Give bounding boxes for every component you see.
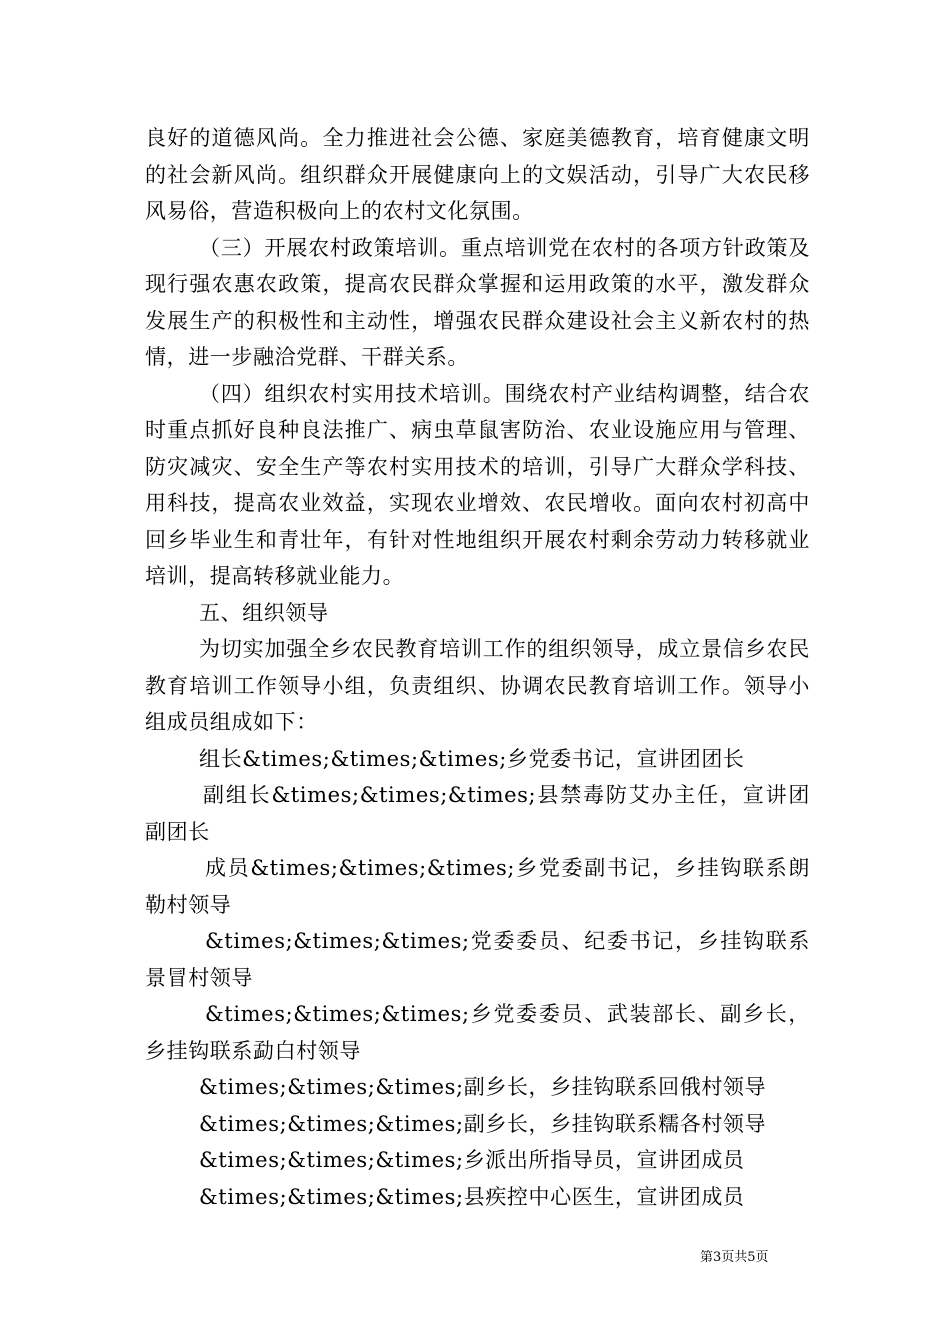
member-deputy-secretary: 成员&times;&times;&times;乡党委副书记，乡挂钩联系朗勒村领导 <box>145 856 810 917</box>
member-deputy-mayor-1: &times;&times;&times;副乡长，乡挂钩联系回俄村领导 <box>199 1075 767 1099</box>
member-deputy-mayor-2: &times;&times;&times;副乡长，乡挂钩联系糯各村领导 <box>199 1111 767 1136</box>
member-discipline-secretary: &times;&times;&times;党委委员、纪委书记，乡挂钩联系景冒村领导 <box>145 929 810 990</box>
paragraph-moral-customs: 良好的道德风尚。全力推进社会公德、家庭美德教育，培育健康文明的社会新风尚。组织群众开展健康向上的文娱活动，引导广大农民移风易俗，营造积极向上的农村文化氛围。 <box>145 126 810 223</box>
member-deputy-leader: 副组长&times;&times;&times;县禁毒防艾办主任，宣讲团副团长 <box>145 783 810 844</box>
section-heading-organization: 五、组织领导 <box>199 600 329 625</box>
member-police-instructor: &times;&times;&times;乡派出所指导员，宣讲团成员 <box>199 1148 745 1172</box>
member-cdc-doctor: &times;&times;&times;县疾控中心医生，宣讲团成员 <box>199 1184 745 1209</box>
paragraph-policy-training: （三）开展农村政策培训。重点培训党在农村的各项方针政策及现行强农惠农政策，提高农民群众掌握和运用政策的水平，激发群众发展生产的积极性和主动性，增强农民群众建设社会主义新农村的热情，进一步融洽党群、干群关系。 <box>145 235 810 369</box>
member-armed-forces-head: &times;&times;&times;乡党委委员、武装部长、副乡长，乡挂钩联系勐白村领导 <box>145 1002 810 1063</box>
page-number-footer: 第3页共5页 <box>700 1250 769 1265</box>
paragraph-technical-training: （四）组织农村实用技术培训。围绕农村产业结构调整，结合农时重点抓好良种良法推广、病虫草鼠害防治、农业设施应用与管理、防灾减灾、安全生产等农村实用技术的培训，引导广大群众学科技、用科技，提高农业效益，实现农业增效、农民增收。面向农村初高中回乡毕业生和青壮年，有针对性地组织开展农村剩余劳动力转移就业培训，提高转移就业能力。 <box>145 381 810 588</box>
paragraph-leadership-group: 为切实加强全乡农民教育培训工作的组织领导，成立景信乡农民教育培训工作领导小组，负责组织、协调农民教育培训工作。领导小组成员组成如下： <box>145 637 810 734</box>
member-group-leader: 组长&times;&times;&times;乡党委书记，宣讲团团长 <box>199 746 745 771</box>
document-body <box>145 120 810 1215</box>
